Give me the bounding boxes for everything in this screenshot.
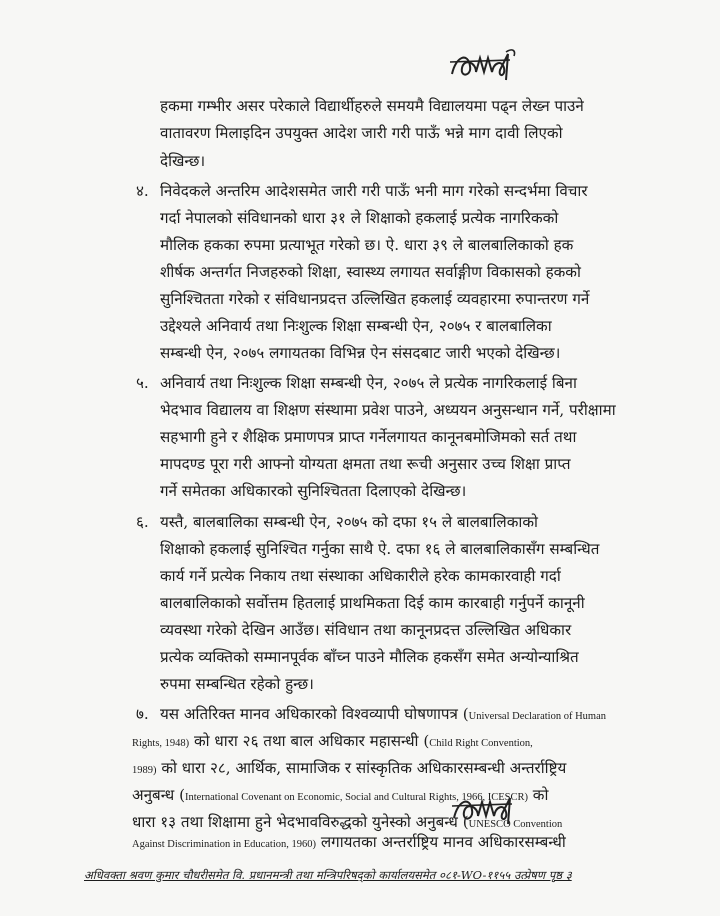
para-5-line-5: गर्ने समेतका अधिकारको सुनिश्चितता दिलाएको देखिन्छ।	[160, 482, 467, 500]
udhr-english-year: Rights, 1948)	[132, 738, 190, 749]
para-4-line-4: शीर्षक अन्तर्गत निजहरुको शिक्षा, स्वास्थ्य लगायत सर्वाङ्गीण विकासको हकको	[160, 263, 581, 281]
para-cont-line-2: वातावरण मिलाइदिन उपयुक्त आदेश जारी गरी पाऊँ भन्ने माग दावी लिएको	[160, 124, 563, 142]
para-7-line-2-text: को धारा २६ तथा बाल अधिकार महासन्धी (	[189, 732, 430, 750]
para-4-number: ४.	[136, 182, 149, 200]
para-7-line-1	[160, 704, 606, 727]
signature-bottom	[448, 790, 526, 830]
footer-case-reference: अधिवक्ता श्रवण कुमार चौधरीसमेत वि. प्रधानमन्त्री तथा मन्त्रिपरिषद्‌को कार्यालयसमेत ०८१-WO-११५५ उत्प्रेषण पृष्ठ ३	[84, 868, 572, 882]
crc-english-year: 1989)	[132, 765, 157, 776]
para-6-line-4: बालबालिकाको सर्वोत्तम हितलाई प्राथमिकता दिई काम कारबाही गर्नुपर्ने कानूनी	[160, 594, 585, 612]
para-cont-line-3: देखिन्छ।	[160, 152, 206, 170]
udhr-english-title: Universal Declaration of Human	[468, 711, 606, 722]
unesco-english-title: UNESCO Convention	[468, 819, 563, 830]
para-6-line-7: रुपमा सम्बन्धित रहेको हुन्छ।	[160, 675, 314, 693]
para-cont-line-1: हकमा गम्भीर असर परेकाले विद्यार्थीहरुले समयमै विद्यालयमा पढ्न लेख्न पाउने	[160, 97, 584, 115]
para-5-number: ५.	[136, 374, 149, 392]
para-4-line-5: सुनिश्चितता गरेको र संविधानप्रदत्त उल्लिखित हकलाई व्यवहारमा रुपान्तरण गर्ने	[160, 290, 590, 308]
para-7-line-3-text: को धारा २८, आर्थिक, सामाजिक र सांस्कृतिक अधिकारसम्बन्धी अन्तर्राष्ट्रिय	[156, 759, 567, 777]
para-7-line-6-text: लगायतका अन्तर्राष्ट्रिय मानव अधिकारसम्बन्धी	[316, 833, 566, 851]
para-6-line-3: कार्य गर्ने प्रत्येक निकाय तथा संस्थाका अधिकारीले हरेक कामकारवाही गर्दा	[160, 567, 561, 585]
para-7-line-2	[132, 731, 533, 754]
para-5-line-4: मापदण्ड पूरा गरी आफ्नो योग्यता क्षमता तथा रूची अनुसार उच्च शिक्षा प्राप्त	[160, 455, 571, 473]
para-4-line-6: उद्देश्यले अनिवार्य तथा निःशुल्क शिक्षा सम्बन्धी ऐन, २०७५ र बालबालिका	[160, 317, 552, 335]
para-4-line-3: मौलिक हकका रुपमा प्रत्याभूत गरेको छ। ऐ. धारा ३९ ले बालबालिकाको हक	[160, 236, 574, 254]
para-5-line-1: अनिवार्य तथा निःशुल्क शिक्षा सम्बन्धी ऐन, २०७५ ले प्रत्येक नागरिकलाई बिना	[160, 374, 577, 392]
signature-top	[446, 44, 526, 86]
para-5-line-3: सहभागी हुने र शैक्षिक प्रमाणपत्र प्राप्त गर्नेलगायत कानूनबमोजिमको सर्त तथा	[160, 428, 577, 446]
para-7-line-5-text: धारा १३ तथा शिक्षामा हुने भेदभावविरुद्धको युनेस्को अनुबन्ध (	[132, 813, 469, 831]
para-7-line-1-text: यस अतिरिक्त मानव अधिकारको विश्वव्यापी घोषणापत्र (	[160, 705, 469, 723]
para-4-line-2: गर्दा नेपालको संविधानको धारा ३१ ले शिक्षाको हकलाई प्रत्येक नागरिकको	[160, 209, 559, 227]
para-4-line-7: सम्बन्धी ऐन, २०७५ लगायतका विभिन्न ऐन संसदबाट जारी भएको देखिन्छ।	[160, 344, 561, 362]
para-6-line-5: व्यवस्था गरेको देखिन आउँछ। संविधान तथा कानूनप्रदत्त उल्लिखित अधिकार	[160, 621, 572, 639]
para-4-line-1: निवेदकले अन्तरिम आदेशसमेत जारी गरी पाऊँ भनी माग गरेको सन्दर्भमा विचार	[160, 182, 588, 200]
para-7-number: ७.	[136, 705, 149, 723]
para-7-line-3	[132, 758, 566, 781]
para-5-line-2: भेदभाव विद्यालय वा शिक्षण संस्थामा प्रवेश पाउने, अध्ययन अनुसन्धान गर्ने, परीक्षामा	[160, 401, 616, 419]
para-7-line-4-text: अनुबन्ध (	[132, 786, 186, 804]
unesco-english-title-cont: Against Discrimination in Education, 1960)	[132, 839, 317, 850]
icescr-english-title: International Covenant on Economic, Social and Cultural Rights, 1966, ICESCR)	[185, 792, 528, 803]
para-6-line-2: शिक्षाको हकलाई सुनिश्चित गर्नुका साथै ऐ. दफा १६ ले बालबालिकासँग सम्बन्धित	[160, 540, 600, 558]
para-7-line-4-tail: को	[527, 786, 549, 804]
para-6-line-6: प्रत्येक व्यक्तिको सम्मानपूर्वक बाँच्न पाउने मौलिक हकसँग समेत अन्योन्याश्रित	[160, 648, 579, 666]
para-6-line-1: यस्तै, बालबालिका सम्बन्धी ऐन, २०७५ को दफा १५ ले बालबालिकाको	[160, 513, 538, 531]
para-7-line-6	[132, 832, 566, 855]
crc-english-title: Child Right Convention,	[429, 738, 533, 749]
para-6-number: ६.	[136, 513, 149, 531]
